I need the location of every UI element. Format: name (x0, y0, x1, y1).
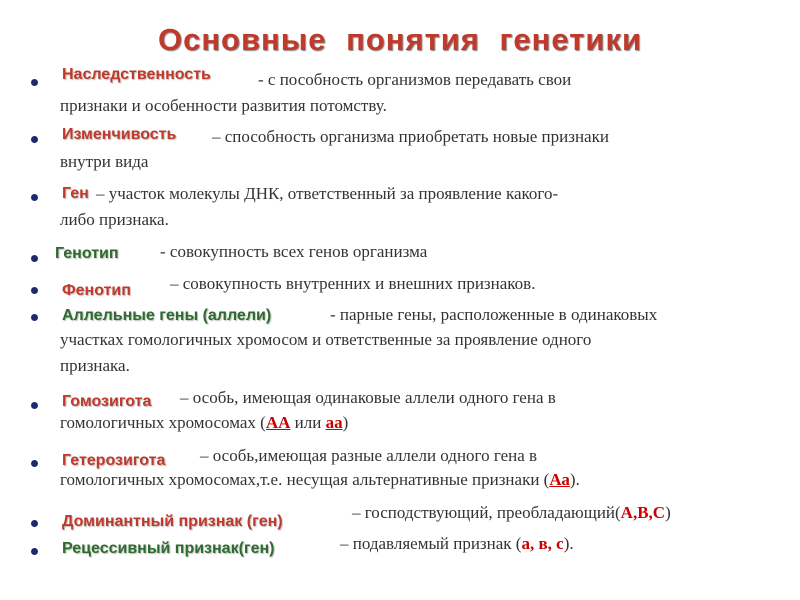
bullet-icon (31, 548, 38, 555)
definition-heterozygote-text: гомологичных хромосомах,т.е. несущая альтернативные признаки ( (60, 470, 550, 489)
term-recessive: Рецессивный признак(ген) (62, 540, 275, 557)
definition-gene-line1: – участок молекулы ДНК, ответственный за проявление какого- (96, 184, 559, 203)
definition-genotype-line1: - совокупность всех генов организма (160, 242, 428, 261)
bullet-icon (31, 255, 38, 262)
bullet-icon (31, 136, 38, 143)
definition-heterozygote-close: ). (569, 470, 580, 489)
definition-gene-line2: либо признака. (60, 210, 169, 229)
definition-phenotype-line1: – совокупность внутренних и внешних признаков. (170, 274, 536, 293)
term-heterozygote: Гетерозигота (62, 452, 166, 469)
definition-recessive-close: ). (563, 534, 574, 553)
definition-dominant-text: – господствующий, преобладающий( (352, 503, 621, 522)
definition-heredity-line2: признаки и особенности развития потомству. (60, 96, 387, 115)
definition-dominant-line1 (352, 503, 671, 523)
bullet-icon (31, 287, 38, 294)
definition-variability-line2: внутри вида (60, 152, 149, 171)
definition-variability-line1: – способность организма приобретать новые признаки (212, 127, 609, 146)
term-variability: Изменчивость (62, 126, 177, 143)
definition-alleles-line1: - парные гены, расположенные в одинаковых (330, 305, 658, 324)
definition-homozygote-close: ) (342, 413, 349, 432)
page-title: Основные понятия генетики (157, 22, 643, 57)
term-heredity: Наследственность (62, 66, 211, 83)
definition-homozygote-line1: – особь, имеющая одинаковые аллели одного гена в (180, 388, 556, 407)
definition-recessive-text: – подавляемый признак ( (340, 534, 522, 553)
term-gene: Ген (62, 185, 89, 202)
definition-recessive-line1 (340, 534, 574, 554)
term-dominant: Доминантный признак (ген) (62, 513, 283, 530)
term-phenotype: Фенотип (62, 282, 131, 299)
example-abc: а, в, с (521, 534, 564, 553)
bullet-icon (31, 402, 38, 409)
bullet-icon (31, 314, 38, 321)
definition-homozygote-or: или (290, 413, 326, 432)
definition-homozygote-line2 (60, 413, 348, 433)
definition-dominant-close: ) (665, 503, 671, 522)
example-ABC: А,В,С (620, 503, 666, 522)
bullet-icon (31, 194, 38, 201)
definition-heterozygote-line2 (60, 470, 580, 490)
bullet-icon (31, 460, 38, 467)
bullet-icon (31, 520, 38, 527)
definition-alleles-line3: признака. (60, 356, 130, 375)
term-homozygote: Гомозигота (62, 393, 152, 410)
definition-heredity-line1: - с пособность организмов передавать свои (258, 70, 572, 89)
term-alleles: Аллельные гены (аллели) (62, 307, 272, 324)
bullet-icon (31, 79, 38, 86)
example-aa: аа (325, 413, 343, 432)
definition-homozygote-text: гомологичных хромосомах ( (60, 413, 266, 432)
definition-heterozygote-line1: – особь,имеющая разные аллели одного гена в (200, 446, 538, 465)
example-Aa: Аа (549, 470, 570, 489)
definition-alleles-line2: участках гомологичных хромосом и ответственные за проявление одного (60, 330, 592, 349)
term-genotype: Генотип (55, 245, 119, 262)
example-AA: АА (265, 413, 291, 432)
